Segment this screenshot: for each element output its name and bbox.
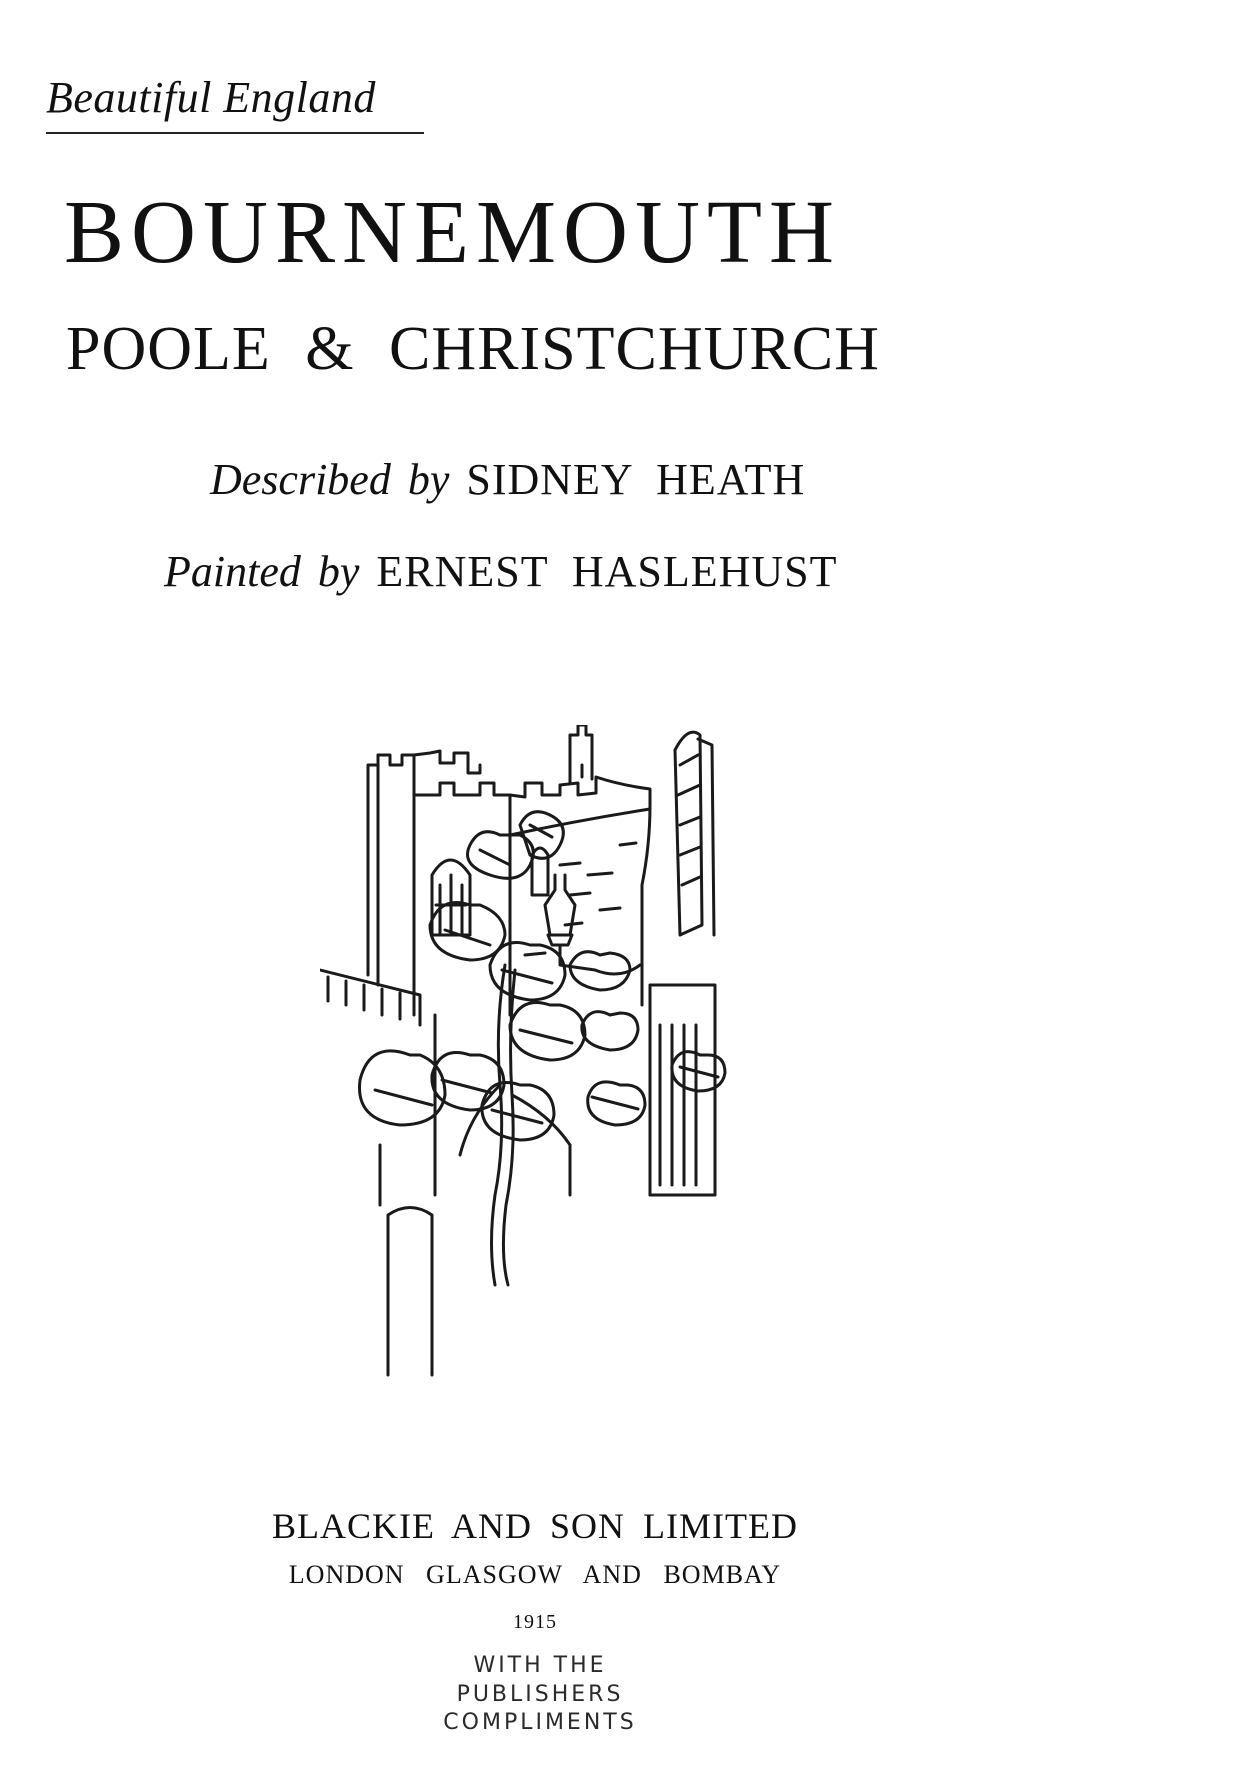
book-title: BOURNEMOUTH — [64, 183, 842, 282]
series-title: Beautiful England — [46, 73, 376, 122]
painter-name: ERNEST HASLEHUST — [376, 547, 838, 596]
stamp-line-3: COMPLIMENTS — [443, 1710, 637, 1736]
painter-credit — [164, 547, 838, 596]
painted-by-label: Painted by — [164, 547, 360, 596]
author-name: SIDNEY HEATH — [466, 455, 806, 504]
publishers-compliments-stamp — [420, 1652, 660, 1738]
stamp-line-2: PUBLISHERS — [456, 1681, 624, 1707]
publisher-cities: LONDON GLASGOW AND BOMBAY — [288, 1560, 782, 1589]
publisher-name: BLACKIE AND SON LIMITED — [272, 1506, 798, 1546]
series-underline — [46, 132, 424, 134]
stamp-line-1: WITH THE — [473, 1653, 607, 1678]
author-credit — [210, 455, 806, 504]
book-subtitle: POOLE & CHRISTCHURCH — [66, 315, 880, 383]
castle-tower-illustration — [320, 725, 760, 1385]
described-by-label: Described by — [210, 455, 450, 504]
publication-year: 1915 — [513, 1611, 557, 1633]
